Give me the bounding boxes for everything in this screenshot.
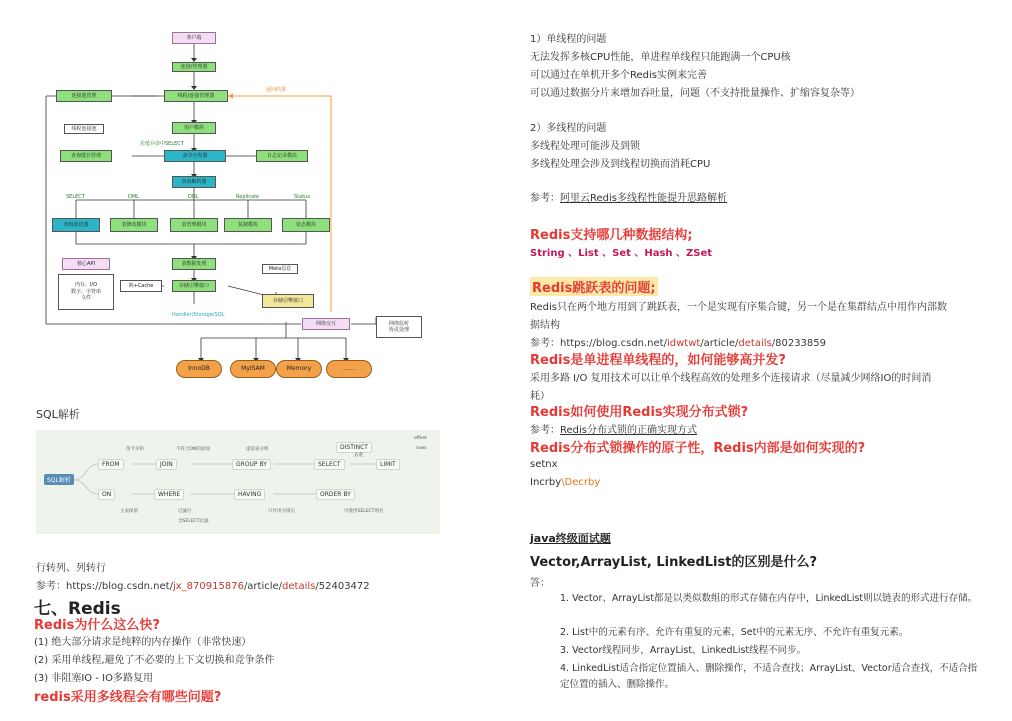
atomic-setnx: setnx bbox=[530, 459, 558, 470]
thread-mgr-node: 线程/连接管理器 bbox=[164, 90, 228, 102]
mindmap-connectors bbox=[36, 430, 440, 534]
answer-item-2: 2. List中的元素有序、允许有重复的元素，Set中的元素无序、不允许有重复元素。 bbox=[560, 627, 909, 638]
return-result-label: 返回结果 bbox=[266, 87, 287, 93]
right-column bbox=[506, 0, 1012, 721]
note-cartesian: 笛卡尔积 bbox=[126, 447, 144, 452]
skiplist-ref-mid: /article/ bbox=[700, 338, 739, 349]
engine-memory: Memory bbox=[276, 360, 322, 378]
multi-thread-2: 多线程处理会涉及到线程切换而消耗CPU bbox=[530, 159, 711, 170]
client-node: 客户端 bbox=[172, 32, 216, 44]
sql-mindmap bbox=[36, 430, 440, 534]
user-auth-node: 用户模块 bbox=[172, 122, 216, 134]
reason-1: (1) 绝大部分请求是纯粹的内存操作（非常快速） bbox=[34, 637, 252, 648]
replication-node: 复制模块 bbox=[224, 218, 272, 232]
mindmap-from: FROM bbox=[98, 459, 124, 470]
vector-question: Vector,ArrayList, LinkedList的区别是什么? bbox=[530, 555, 817, 570]
lock-ref-link[interactable]: Redis分布式锁的正确实现方式 bbox=[560, 425, 697, 436]
handler-label: Handler/Storage/SQL bbox=[172, 312, 225, 318]
skiplist-ref-user: idwtwt bbox=[666, 338, 701, 349]
answer-item-4: 4. LinkedList适合指定位置插入、删除操作，不适合查找；ArrayList、Vector适合查找，不适合指定位置的插入、删除操作。 bbox=[560, 663, 978, 691]
skiplist-desc-2: 据结构 bbox=[530, 320, 560, 331]
skiplist-desc-1: Redis只在两个地方用到了跳跃表，一个是实现有序集合键，另一个是在集群结点中用作内部数 bbox=[530, 302, 947, 313]
storage-engine-node: 存储引擎接口 bbox=[262, 294, 314, 308]
table-sel-node: 表数据处理 bbox=[172, 258, 216, 270]
redis-types-list: String 、List 、Set 、Hash 、ZSet bbox=[530, 248, 713, 259]
mysql-architecture-diagram bbox=[36, 22, 448, 384]
conn-pool-node: 连接池管理 bbox=[56, 90, 112, 102]
multi-thread-title: 2）多线程的问题 bbox=[530, 123, 607, 134]
ref-user: jx_870915876 bbox=[172, 581, 244, 592]
ref-id: /52403472 bbox=[315, 581, 370, 592]
redis-multithread-question: redis采用多线程会有哪些问题? bbox=[34, 690, 222, 705]
mindmap-distinct: DISTINCT bbox=[336, 442, 372, 453]
mindmap-having: HAVING bbox=[234, 489, 265, 500]
single-thread-1: 无法发挥多核CPU性能，单进程单线程只能跑满一个CPU核 bbox=[530, 52, 791, 63]
redis-fast-question: Redis为什么这么快? bbox=[34, 618, 160, 633]
note-filter-rows: 过滤行 bbox=[178, 509, 192, 514]
query-cache-node: 查询缓存管理 bbox=[60, 150, 112, 162]
mindmap-order-by: ORDER BY bbox=[316, 489, 355, 500]
atomic-decrby-text: \Decrby bbox=[561, 477, 601, 488]
mindmap-group-by: GROUP BY bbox=[232, 459, 271, 470]
ref-mid: /article/ bbox=[243, 581, 283, 592]
single-thread-3: 可以通过数据分片来增加吞吐量，问题（不支持批量操作、扩缩容复杂等） bbox=[530, 88, 860, 99]
buf-cache-node: 锁+Cache bbox=[120, 280, 162, 292]
core-api-node: 核心API bbox=[62, 258, 110, 270]
note-select-filter: 含SELECT过滤 bbox=[178, 519, 209, 524]
note-main-table: 主表保留 bbox=[120, 509, 138, 514]
reason-3: (3) 非阻塞IO - IO多路复用 bbox=[34, 673, 153, 684]
net-interact-node: 网络交互 bbox=[302, 318, 350, 330]
net-monitor-node: 网络监听 协议处理 bbox=[376, 316, 422, 338]
redis-types-question: Redis支持哪几种数据结构; bbox=[530, 228, 693, 243]
meta-node: Meta信息 bbox=[262, 264, 298, 274]
lock-question: Redis如何使用Redis实现分布式锁? bbox=[530, 405, 749, 420]
select-label: SELECT bbox=[66, 194, 85, 200]
single-thread-title: 1）单线程的问题 bbox=[530, 34, 607, 45]
cache-hit-label: 若缓存命中SELECT bbox=[140, 141, 184, 147]
concurrency-question: Redis是单进程单线程的，如何能够高并发? bbox=[530, 353, 786, 368]
note-select-alias: 可使用SELECT别名 bbox=[344, 509, 384, 514]
atomic-question: Redis分布式锁操作的原子性，Redis内部是如何实现的? bbox=[530, 441, 866, 456]
status-node: 状态模块 bbox=[282, 218, 330, 232]
redis-section-title: 七、Redis bbox=[34, 599, 121, 619]
core-api-note: 内存、I/O 数字、字符串 文件 bbox=[58, 274, 114, 310]
note-rows: rows bbox=[416, 446, 427, 451]
atomic-incrby bbox=[530, 477, 600, 488]
skiplist-ref-prefix: 参考：https://blog.csdn.net/ bbox=[530, 338, 667, 349]
engine-innodb: InnoDB bbox=[176, 360, 222, 378]
table-cmd-node: 表修改模块 bbox=[110, 218, 158, 232]
optimizer-node: 查询优化器 bbox=[52, 218, 100, 232]
row-col-text: 行转列、列转行 bbox=[36, 563, 106, 574]
answer-label: 答： bbox=[530, 578, 550, 589]
concurrency-desc-2: 耗） bbox=[530, 391, 550, 402]
note-on-add: 不符合ON的添加 bbox=[176, 447, 210, 452]
engine-myisam: MyISAM bbox=[230, 360, 276, 378]
engine-more: …… bbox=[326, 360, 372, 378]
lock-ref bbox=[530, 421, 697, 436]
aliyun-ref-link[interactable]: 阿里云Redis多线程性能提升思路解析 bbox=[560, 193, 727, 204]
single-thread-2: 可以通过在单机开多个Redis实例来完善 bbox=[530, 70, 707, 81]
storage-if-node: 存储引擎接口 bbox=[172, 280, 216, 292]
mindmap-select: SELECT bbox=[314, 459, 345, 470]
note-virtual-group: 虚拟表分组 bbox=[246, 447, 269, 452]
left-ref-link[interactable] bbox=[36, 577, 370, 592]
note-offset: offset bbox=[414, 436, 427, 441]
sql-parse-title: SQL解析 bbox=[36, 408, 80, 421]
thread-pool-node: 线程连接池 bbox=[64, 124, 104, 134]
mindmap-where: WHERE bbox=[154, 489, 184, 500]
multi-thread-1: 多线程处理可能涉及到锁 bbox=[530, 141, 640, 152]
skiplist-ref-link[interactable] bbox=[530, 334, 826, 349]
aliyun-ref bbox=[530, 189, 727, 204]
skiplist-ref-id: /80233859 bbox=[771, 338, 827, 349]
lock-ref-label: 参考： bbox=[530, 425, 560, 436]
skiplist-ref-details: details bbox=[738, 338, 772, 349]
answer-item-3: 3. Vector线程同步，ArrayList、LinkedList线程不同步。 bbox=[560, 645, 807, 656]
conn-mgr-node: 连接/管理器 bbox=[172, 62, 216, 72]
log-module-node: 日志记录模块 bbox=[256, 150, 308, 162]
aliyun-ref-label: 参考： bbox=[530, 193, 560, 204]
replicate-label: Replicate bbox=[236, 194, 260, 200]
status-label: Status bbox=[294, 194, 310, 200]
dml-label: DML bbox=[128, 194, 139, 200]
mindmap-join: JOIN bbox=[156, 459, 177, 470]
ddl-label: DDL bbox=[188, 194, 199, 200]
ref-prefix: 参考：https://blog.csdn.net/ bbox=[36, 581, 173, 592]
concurrency-desc-1: 采用多路 I/O 复用技术可以让单个线程高效的处理多个连接请求（尽量减少网络IO的时间消 bbox=[530, 373, 932, 384]
mindmap-on: ON bbox=[98, 489, 115, 500]
skiplist-question: Redis跳跃表的问题; bbox=[530, 277, 658, 296]
cmd-dispatch-node: 命令分发器 bbox=[164, 150, 226, 162]
note-after-group: 只作用分组后 bbox=[268, 509, 295, 514]
ref-details: details bbox=[282, 581, 316, 592]
atomic-incrby-text: Incrby bbox=[530, 477, 562, 488]
mindmap-limit: LIMIT bbox=[376, 459, 400, 470]
table-mgr-node: 表管理模块 bbox=[170, 218, 218, 232]
java-interview-title: java终级面试题 bbox=[530, 532, 611, 545]
reason-2: (2) 采用单线程,避免了不必要的上下文切换和竞争条件 bbox=[34, 655, 275, 666]
parser-node: 查询解析器 bbox=[172, 176, 216, 188]
answer-item-1: 1. Vector、ArrayList都是以类似数组的形式存储在内存中，LinkedList则以链表的形式进行存储。 bbox=[560, 593, 978, 604]
note-distinct: 去重 bbox=[354, 453, 363, 458]
mindmap-root: SQL解析 bbox=[44, 474, 74, 485]
